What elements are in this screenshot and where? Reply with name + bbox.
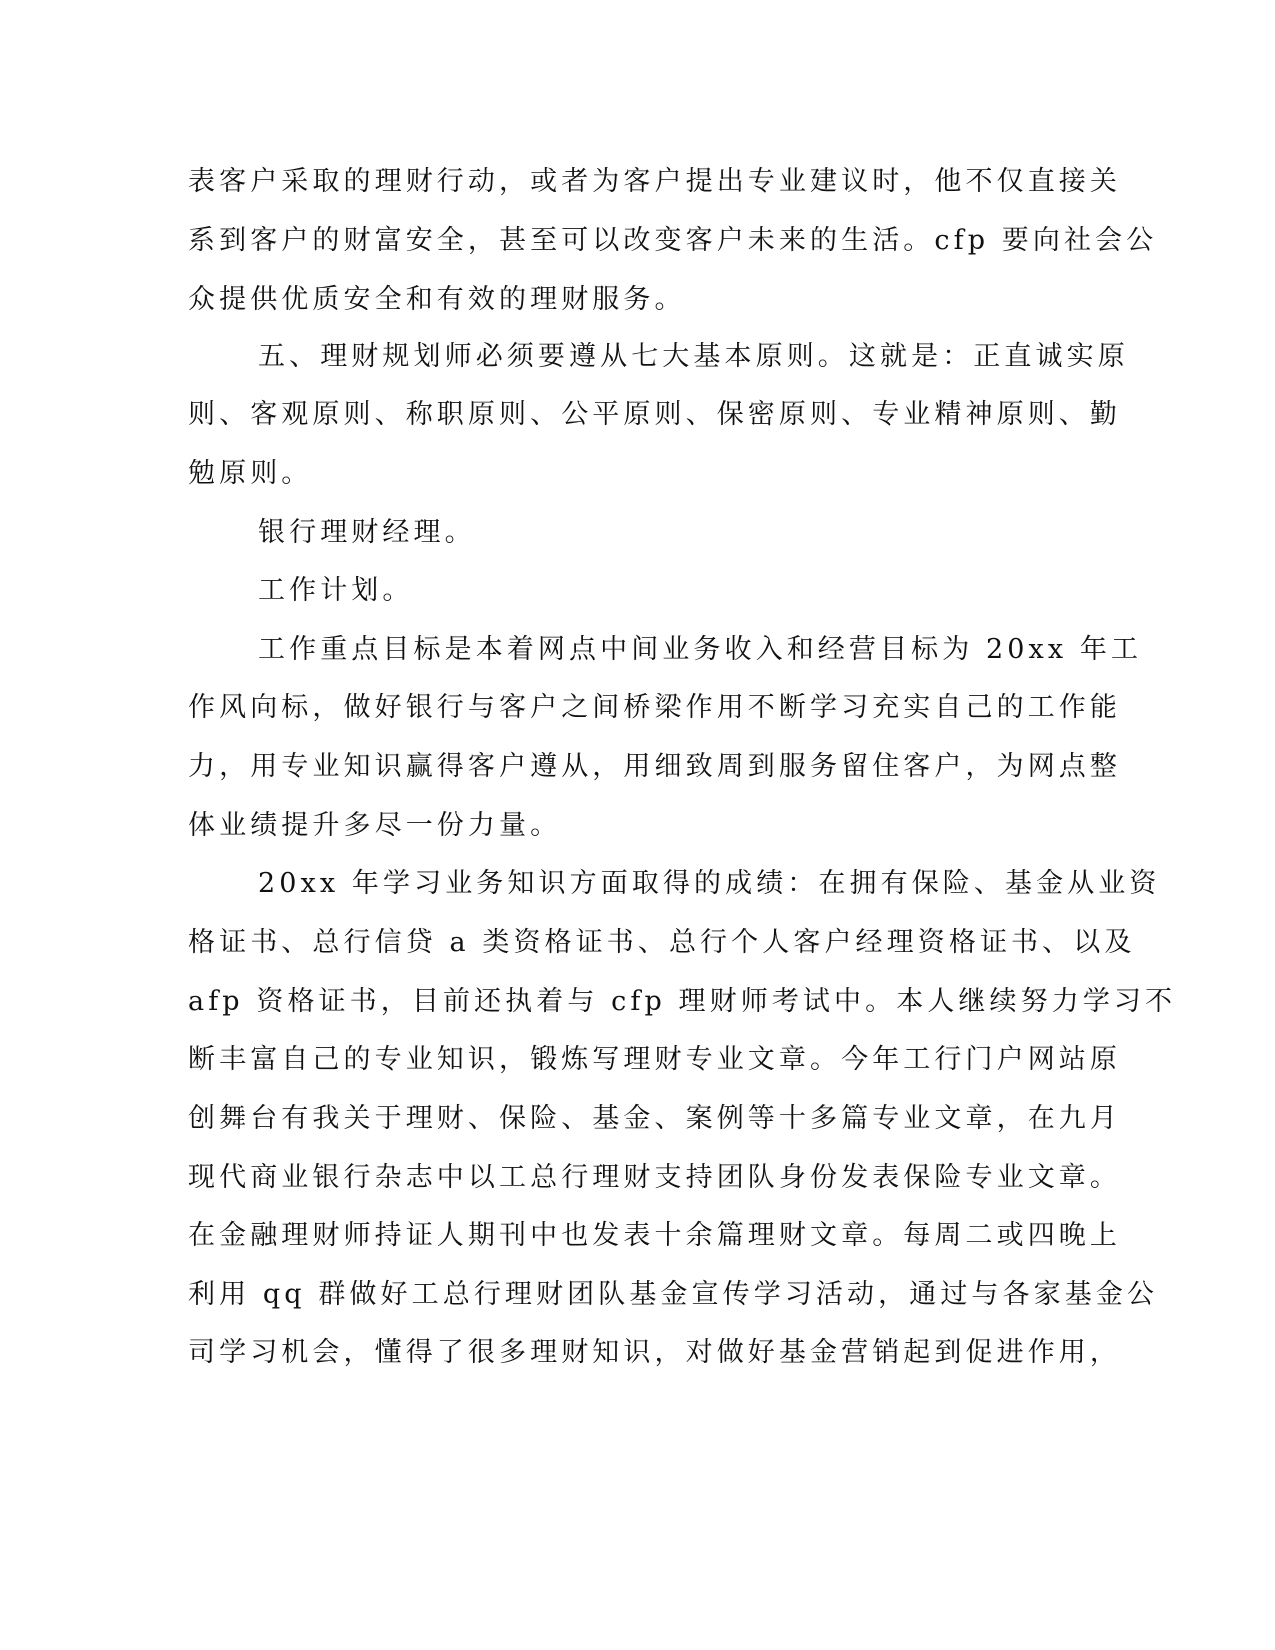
text-line: 系到客户的财富安全，甚至可以改变客户未来的生活。cfp 要向社会公	[188, 225, 1158, 256]
text-line: 作风向标，做好银行与客户之间桥梁作用不断学习充实自己的工作能	[188, 692, 1121, 723]
text-line: 格证书、总行信贷 a 类资格证书、总行个人客户经理资格证书、以及	[188, 927, 1136, 958]
text-line: 创舞台有我关于理财、保险、基金、案例等十多篇专业文章，在九月	[188, 1103, 1121, 1134]
text-line: 体业绩提升多尽一份力量。	[188, 810, 562, 841]
text-line: 众提供优质安全和有效的理财服务。	[188, 284, 686, 315]
text-line: 在金融理财师持证人期刊中也发表十余篇理财文章。每周二或四晚上	[188, 1220, 1121, 1251]
text-line: 现代商业银行杂志中以工总行理财支持团队身份发表保险专业文章。	[188, 1162, 1121, 1193]
text-line: 银行理财经理。	[258, 517, 476, 548]
text-line: 利用 qq 群做好工总行理财团队基金宣传学习活动，通过与各家基金公	[188, 1279, 1159, 1310]
text-line: 则、客观原则、称职原则、公平原则、保密原则、专业精神原则、勤	[188, 399, 1121, 430]
text-line: 表客户采取的理财行动，或者为客户提出专业建议时，他不仅直接关	[188, 166, 1121, 197]
text-line: 五、理财规划师必须要遵从七大基本原则。这就是：正直诚实原	[258, 341, 1129, 372]
text-line: 工作重点目标是本着网点中间业务收入和经营目标为 20xx 年工	[258, 634, 1143, 665]
text-line: 司学习机会，懂得了很多理财知识，对做好基金营销起到促进作用，	[188, 1337, 1121, 1368]
text-line: afp 资格证书，目前还执着与 cfp 理财师考试中。本人继续努力学习不	[188, 986, 1177, 1017]
text-line: 勉原则。	[188, 458, 313, 489]
text-line: 工作计划。	[258, 575, 414, 606]
text-line: 断丰富自己的专业知识，锻炼写理财专业文章。今年工行门户网站原	[188, 1044, 1121, 1075]
text-line: 力，用专业知识赢得客户遵从，用细致周到服务留住客户，为网点整	[188, 751, 1121, 782]
text-line: 20xx 年学习业务知识方面取得的成绩：在拥有保险、基金从业资	[258, 868, 1161, 899]
